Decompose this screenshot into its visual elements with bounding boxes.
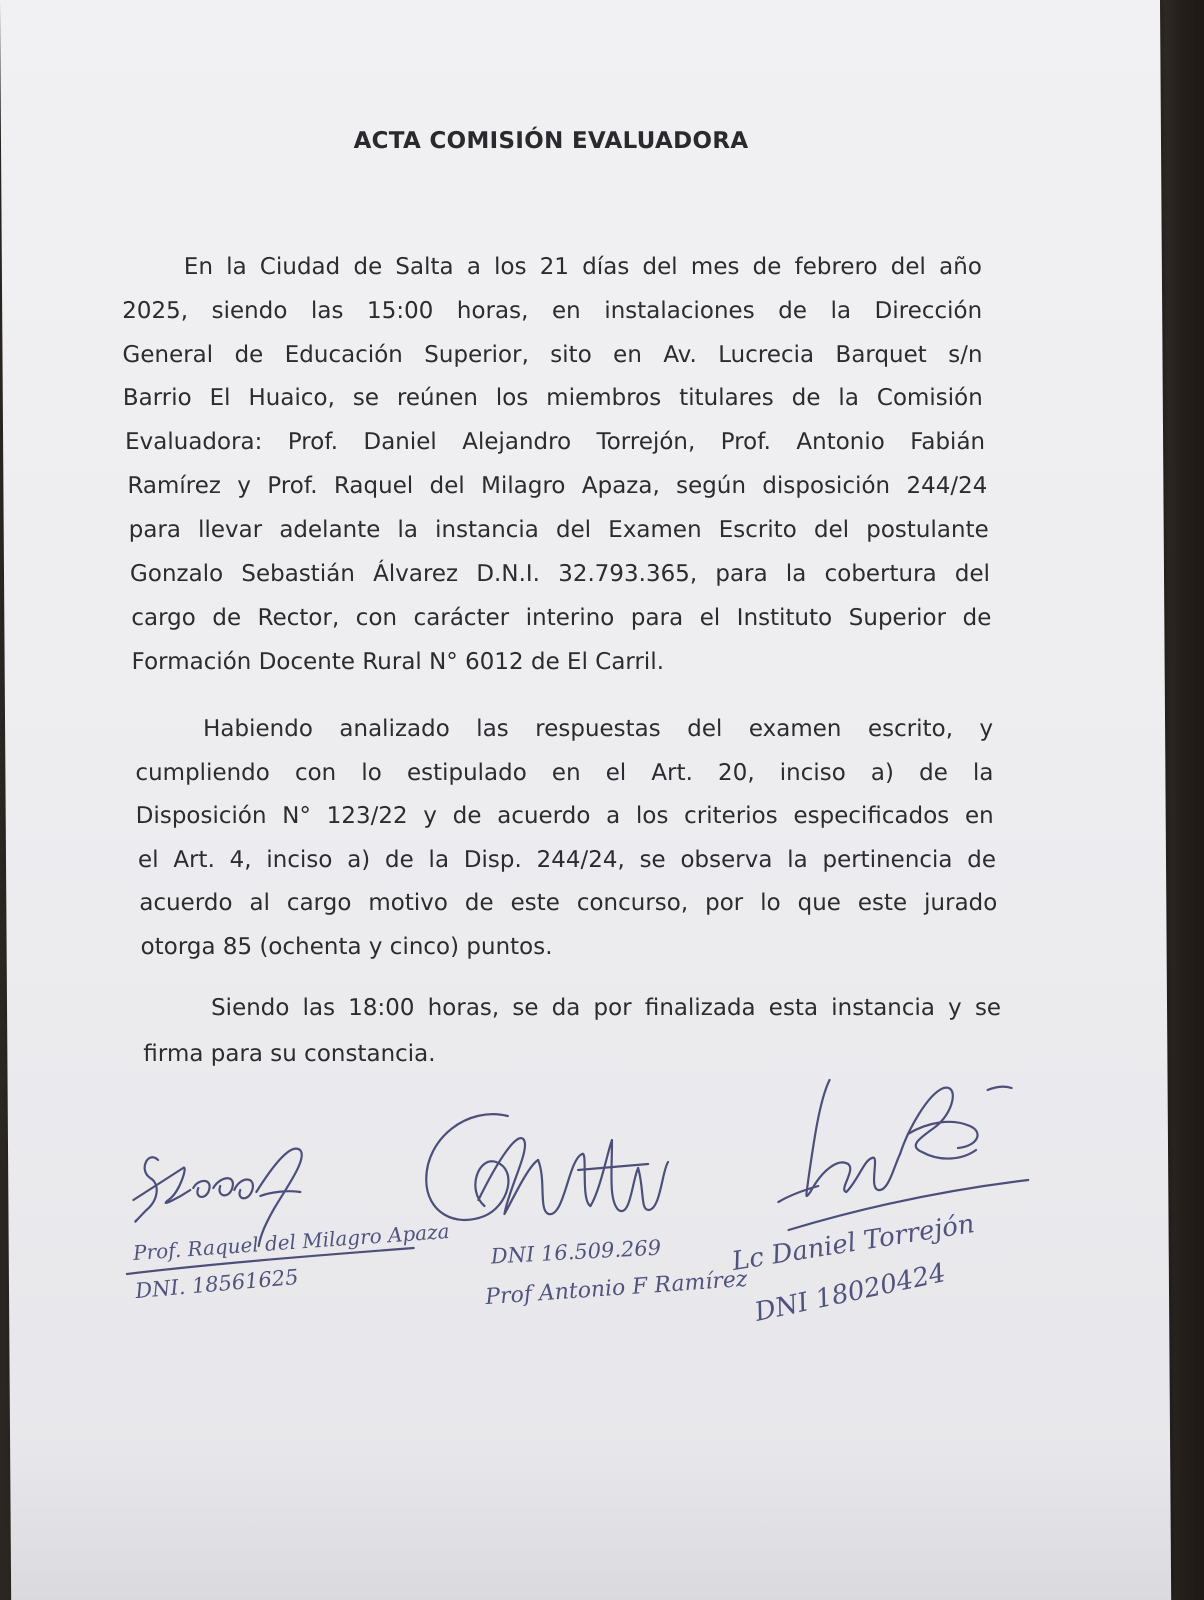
paragraph-line: Habiendo analizado las respuestas del examen escrito, y (202, 716, 994, 742)
signature-section (7, 1050, 1169, 1370)
paragraph-line: Formación Docente Rural N° 6012 de El Carril. (131, 649, 665, 675)
signature-2-id: DNI 16.509.269 (490, 1235, 662, 1269)
paragraph-line: firma para su constancia. (143, 1041, 436, 1067)
signature-1-id: DNI. 18561625 (134, 1264, 300, 1304)
signature-3-id: DNI 18020424 (752, 1258, 949, 1328)
paragraph-line: Siendo las 18:00 horas, se da por finalizada esta instancia y se (210, 995, 1002, 1021)
signature-2-name: Prof Antonio F Ramírez (484, 1266, 749, 1311)
paragraph-line: el Art. 4, inciso a) de la Disp. 244/24, se observa la pertinencia de (137, 847, 997, 873)
paragraph-line: Barrio El Huaico, se reúnen los miembros titulares de la Comisión (122, 385, 983, 411)
paragraph-line: Disposición N° 123/22 y de acuerdo a los criterios especificados en (135, 803, 994, 829)
paragraph-line: cumpliendo con lo estipulado en el Art. 20, inciso a) de la (135, 760, 994, 786)
paragraph-line: Ramírez y Prof. Raquel del Milagro Apaza, según disposición 244/24 (127, 473, 988, 499)
paragraph-line: acuerdo al cargo motivo de este concurso, por lo que este jurado (139, 890, 998, 916)
signature-2-scribble (426, 1114, 669, 1220)
paragraph-line: Evaluadora: Prof. Daniel Alejandro Torrejón, Prof. Antonio Fabián (124, 429, 986, 455)
paragraph-line: cargo de Rector, con carácter interino para el Instituto Superior de (131, 605, 992, 631)
paragraph-line: para llevar adelante la instancia del Examen Escrito del postulante (128, 517, 989, 543)
paragraph-line: 2025, siendo las 15:00 horas, en instalaciones de la Dirección (122, 298, 983, 324)
page-shading (10, 1450, 1171, 1600)
paragraph-line: Gonzalo Sebastián Álvarez D.N.I. 32.793.365, para la cobertura del (129, 561, 991, 587)
signature-1-name: Prof. Raquel del Milagro Apaza (132, 1218, 451, 1266)
handwritten-signatures (7, 1050, 1169, 1370)
paragraph-line: En la Ciudad de Salta a los 21 días del mes de febrero del año (183, 254, 982, 280)
paragraph-line: otorga 85 (ochenta y cinco) puntos. (140, 934, 553, 960)
paragraph-line: General de Educación Superior, sito en Av. Lucrecia Barquet s/n (122, 342, 983, 368)
signature-3-scribble (778, 1080, 1029, 1230)
signature-3-name: Lc Daniel Torrejón (729, 1209, 977, 1277)
document-title: ACTA COMISIÓN EVALUADORA (353, 128, 749, 154)
